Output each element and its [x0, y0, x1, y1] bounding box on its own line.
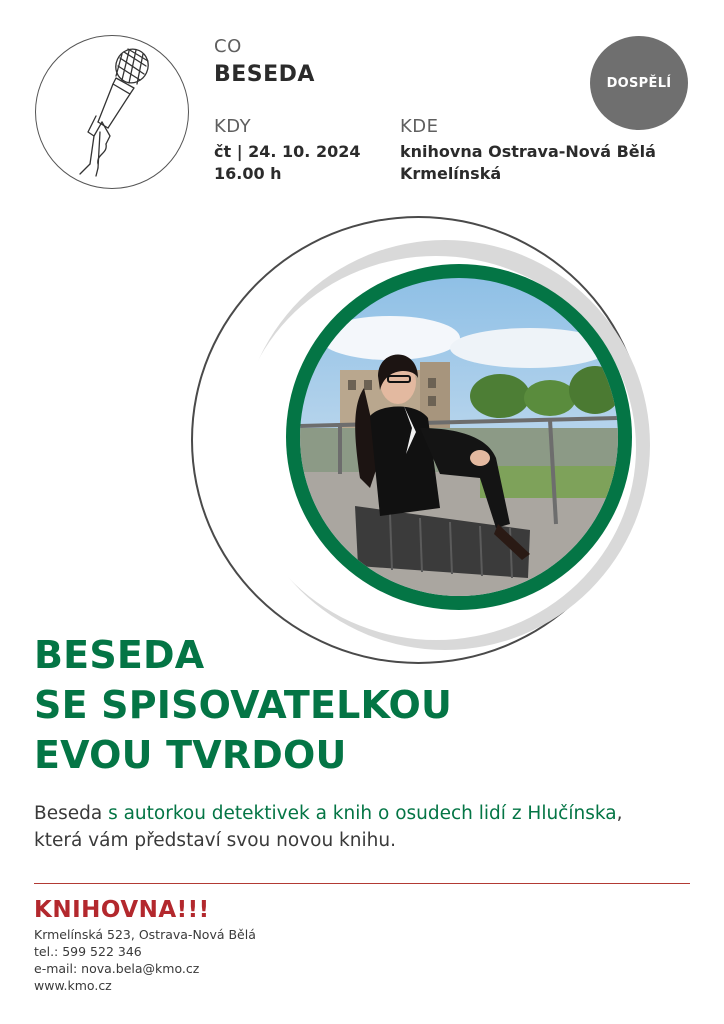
- footer-divider: [34, 883, 690, 884]
- description-comma: ,: [616, 803, 623, 824]
- microphone-icon: [36, 36, 190, 190]
- description-highlight: s autorkou detektivek a knih o osudech lidí z Hlučínska: [108, 803, 617, 824]
- address: Krmelínská 523, Ostrava-Nová Bělá: [34, 927, 256, 942]
- headline-line-1: BESEDA: [34, 633, 205, 677]
- website-link[interactable]: www.kmo.cz: [34, 978, 112, 993]
- headline: [34, 630, 694, 780]
- contact-block: [34, 926, 256, 994]
- kdy-label: KDY: [214, 116, 252, 137]
- phone: tel.: 599 522 346: [34, 944, 142, 959]
- library-brand: KNIHOVNA!!!: [34, 897, 210, 923]
- headline-line-2: SE SPISOVATELKOU: [34, 683, 453, 727]
- co-label: CO: [214, 36, 242, 57]
- headline-line-3: EVOU TVRDOU: [34, 733, 347, 777]
- kde-place: knihovna Ostrava-Nová Bělá: [400, 142, 656, 161]
- kdy-time: 16.00 h: [214, 164, 282, 183]
- description: [34, 800, 704, 854]
- microphone-illustration: [35, 35, 189, 189]
- kde-label: KDE: [400, 116, 439, 137]
- kdy-date: čt | 24. 10. 2024: [214, 142, 361, 161]
- co-value: BESEDA: [214, 62, 315, 87]
- audience-badge: DOSPĚLÍ: [590, 36, 688, 130]
- description-lead: Beseda: [34, 803, 109, 824]
- author-photo: [300, 278, 618, 596]
- description-line-2: která vám představí svou novou knihu.: [34, 830, 396, 851]
- email[interactable]: e-mail: nova.bela@kmo.cz: [34, 961, 200, 976]
- kde-street: Krmelínská: [400, 164, 502, 183]
